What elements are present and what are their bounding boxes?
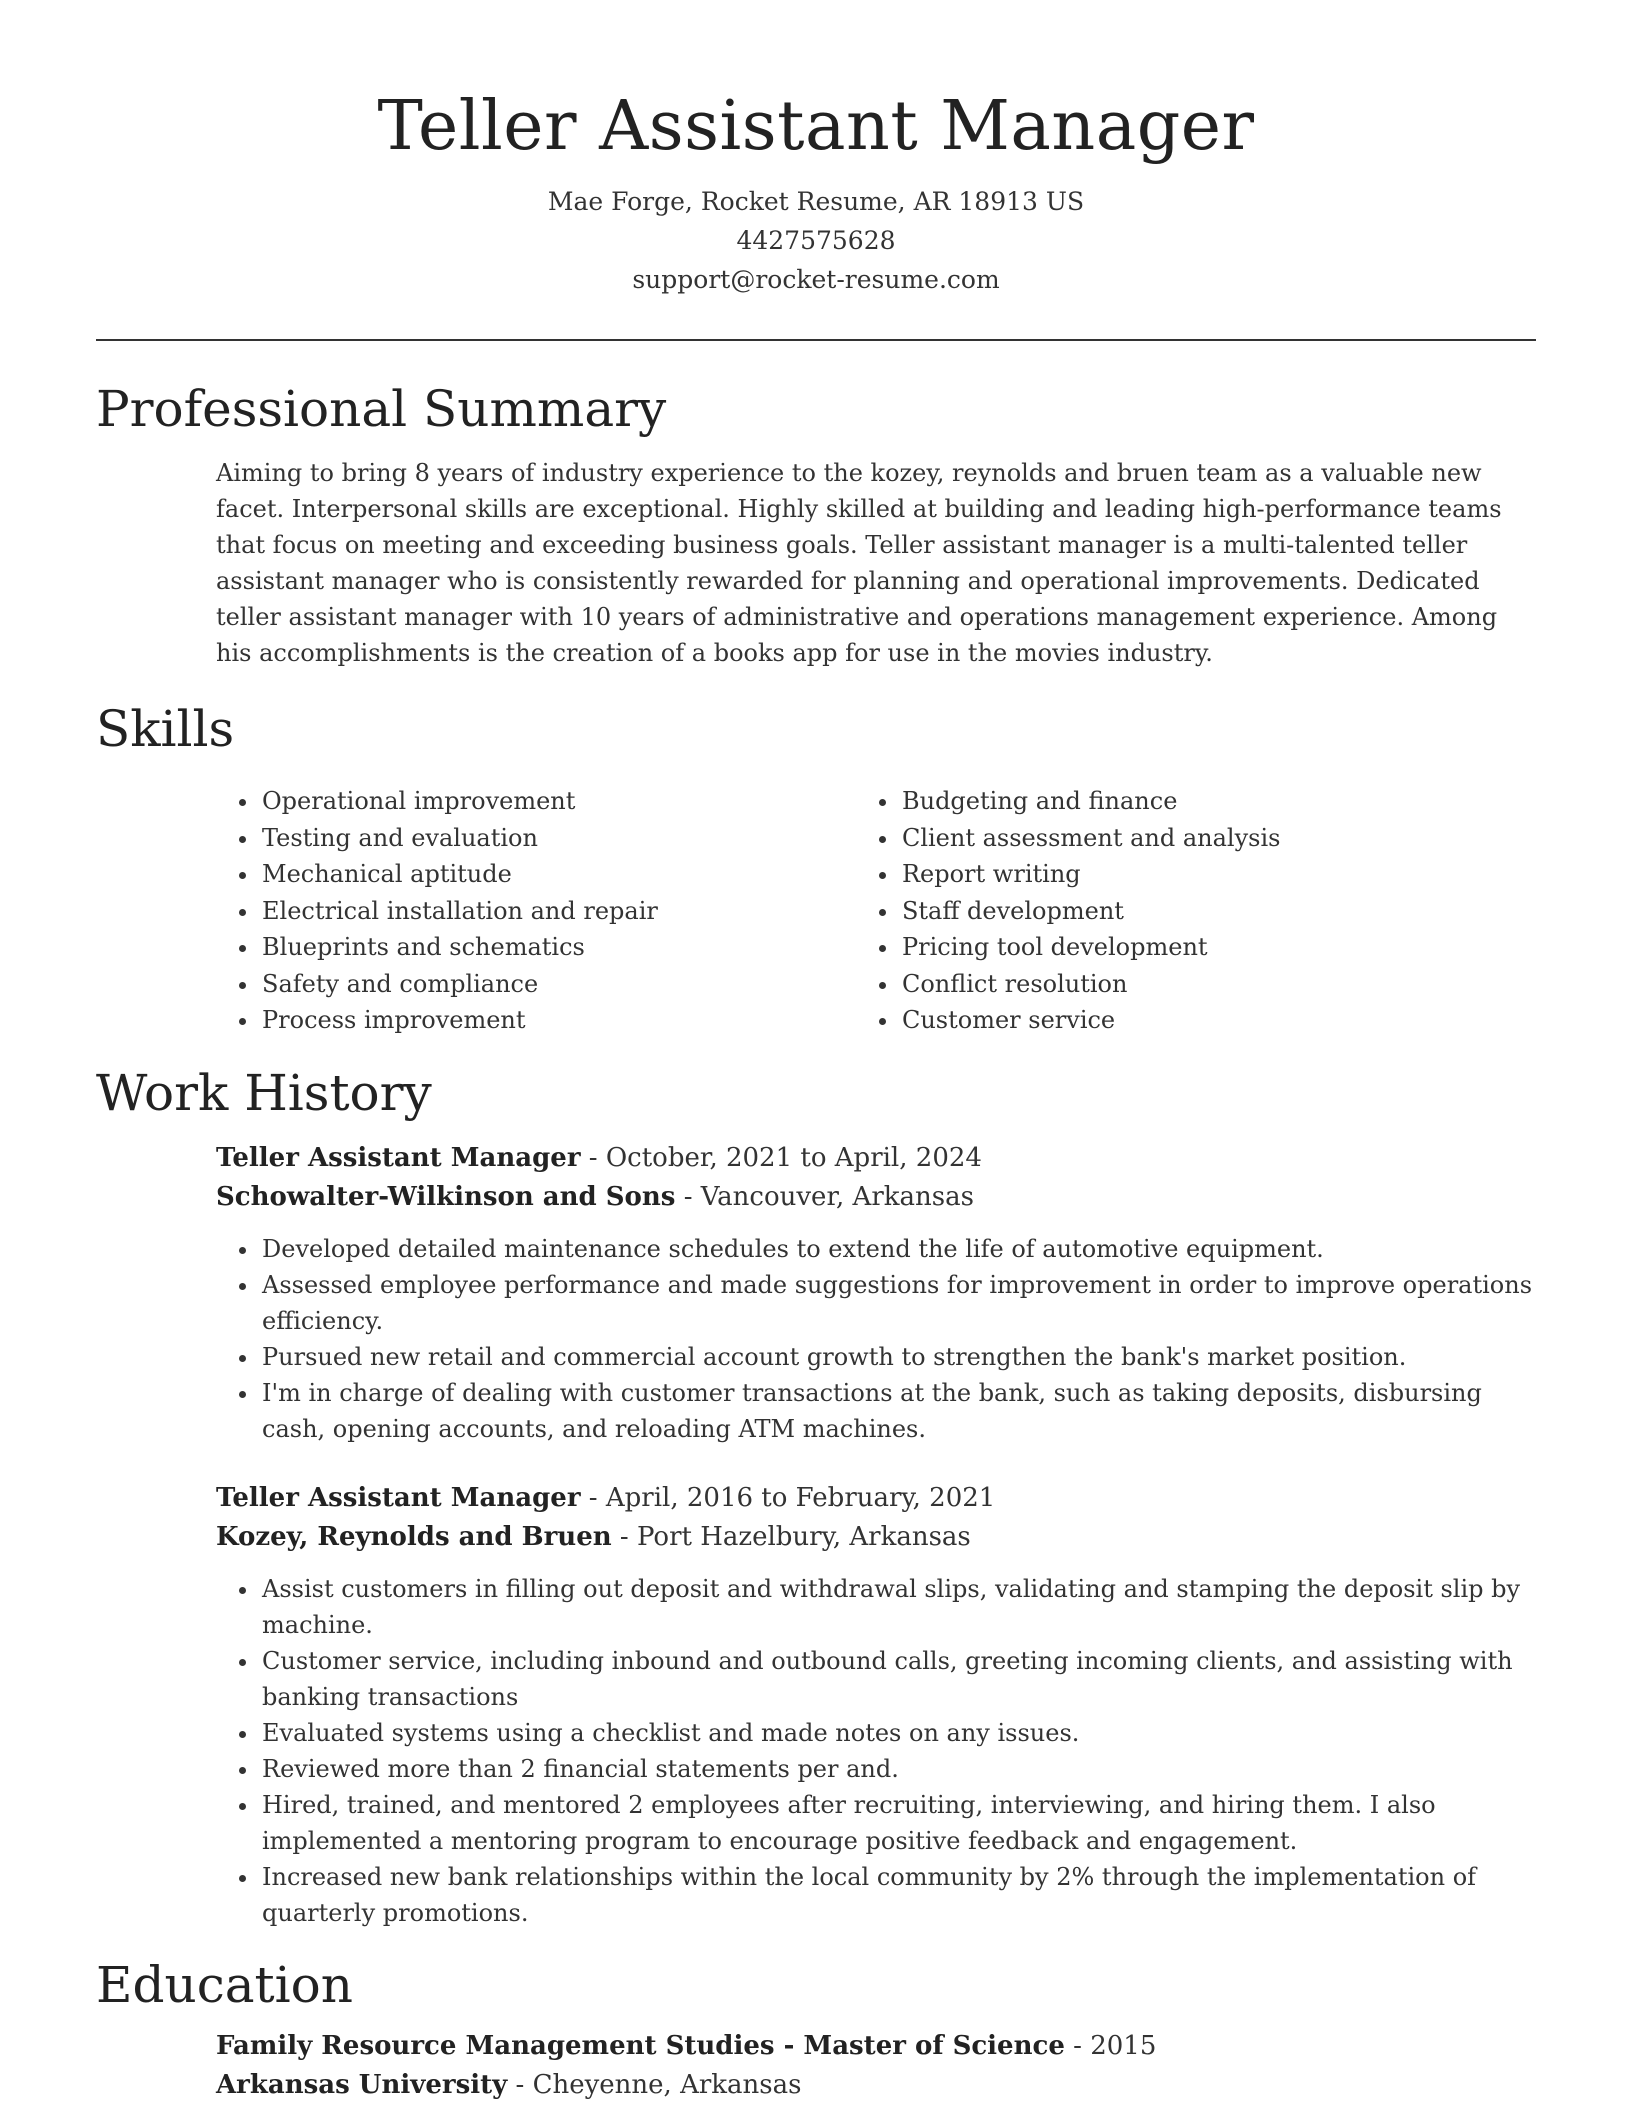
education-entry — [96, 2027, 1536, 2105]
skill-item: • Customer service — [900, 1002, 1536, 1039]
job-bullets — [96, 1571, 1536, 1931]
job-bullet: • Developed detailed maintenance schedules to extend the life of automotive equipment. — [260, 1231, 1536, 1267]
contact-address: Mae Forge, Rocket Resume, AR 18913 US — [547, 187, 1085, 216]
skills-list — [96, 783, 1536, 1039]
summary-heading: Professional Summary — [96, 380, 667, 438]
summary-text: Aiming to bring 8 years of industry experience to the kozey, reynolds and bruen team as a valuable new facet. Interpersonal skills are exceptional. Highly skilled at building and leading high-performance teams that focus on meeting and exceeding business goals. Teller assistant manager is a multi-talented teller assistant manager who is consistently rewarded for planning and operational improvements. Dedicated teller assistant manager with 10 years of administrative and operations management experience. Among his accomplishments is the creation of a books app for use in the movies industry. — [216, 459, 1502, 667]
job-bullet: • Increased new bank relationships within the local community by 2% through the implementation of quarterly promotions. — [260, 1859, 1536, 1931]
resume-page — [96, 0, 1536, 2105]
education-school: Arkansas University — [216, 2069, 508, 2100]
job-company: Kozey, Reynolds and Bruen — [216, 1521, 612, 1552]
skill-item: • Safety and compliance — [260, 966, 906, 1003]
skill-item: • Budgeting and finance — [900, 783, 1536, 820]
job-company: Schowalter-Wilkinson and Sons — [216, 1181, 676, 1212]
job-title-line — [216, 1479, 1536, 1518]
job-dates: - October, 2021 to April, 2024 — [580, 1142, 982, 1173]
job-company-line — [216, 1518, 1536, 1557]
skills-column-right — [900, 783, 1536, 1039]
job-bullet: • Assist customers in filling out deposit and withdrawal slips, validating and stamping the deposit slip by machine. — [260, 1571, 1536, 1643]
education-school-line — [216, 2066, 1536, 2105]
job-bullet: • Evaluated systems using a checklist and made notes on any issues. — [260, 1715, 1536, 1751]
skill-item: • Process improvement — [260, 1002, 906, 1039]
job-entry — [96, 1479, 1536, 1931]
job-bullets — [96, 1231, 1536, 1447]
skills-column-left — [96, 783, 906, 1039]
job-bullet: • I'm in charge of dealing with customer transactions at the bank, such as taking deposits, disbursing cash, opening accounts, and reloading ATM machines. — [260, 1375, 1536, 1447]
education-field: Family Resource Management Studies — [216, 2030, 775, 2061]
job-location: - Port Hazelbury, Arkansas — [611, 1521, 971, 1552]
job-location: - Vancouver, Arkansas — [675, 1181, 974, 1212]
job-bullet: • Hired, trained, and mentored 2 employees after recruiting, interviewing, and hiring them. I also implemented a mentoring program to encourage positive feedback and engagement. — [260, 1787, 1536, 1859]
job-bullet: • Assessed employee performance and made suggestions for improvement in order to improve operations efficiency. — [260, 1267, 1536, 1339]
education-year: - 2015 — [1064, 2030, 1157, 2061]
skill-item: • Conflict resolution — [900, 966, 1536, 1003]
job-role: Teller Assistant Manager — [216, 1482, 581, 1513]
skill-item: • Report writing — [900, 856, 1536, 893]
job-title-line — [216, 1139, 1536, 1178]
education-degree-line: Family Resource Management Studies - Master of Science - 2015 — [216, 2030, 1157, 2061]
skill-item: • Pricing tool development — [900, 929, 1536, 966]
skill-item: • Operational improvement — [260, 783, 906, 820]
work-history-heading: Work History — [96, 1063, 432, 1122]
resume-header — [96, 0, 1536, 299]
skill-item: • Electrical installation and repair — [260, 893, 906, 930]
education-degree: Master of Science — [803, 2030, 1065, 2061]
skill-item: • Client assessment and analysis — [900, 820, 1536, 857]
job-bullet: • Reviewed more than 2 financial statements per and. — [260, 1751, 1536, 1787]
header-divider — [96, 339, 1536, 341]
skill-item: • Mechanical aptitude — [260, 856, 906, 893]
job-bullet: • Pursued new retail and commercial account growth to strengthen the bank's market position. — [260, 1339, 1536, 1375]
contact-phone: 4427575628 — [736, 226, 896, 255]
skill-item: • Testing and evaluation — [260, 820, 906, 857]
skill-item: • Staff development — [900, 893, 1536, 930]
education-heading: Education — [96, 1955, 353, 2014]
job-bullet: • Customer service, including inbound and outbound calls, greeting incoming clients, and assisting with banking transactions — [260, 1643, 1536, 1715]
resume-title: Teller Assistant Manager — [377, 87, 1255, 166]
job-company-line — [216, 1178, 1536, 1217]
job-role: Teller Assistant Manager — [216, 1142, 581, 1173]
skills-heading: Skills — [96, 700, 235, 758]
contact-email: support@rocket-resume.com — [632, 265, 1000, 294]
skill-item: • Blueprints and schematics — [260, 929, 906, 966]
job-dates: - April, 2016 to February, 2021 — [580, 1482, 996, 1513]
job-entry — [96, 1139, 1536, 1447]
contact-block — [96, 182, 1536, 299]
education-location: - Cheyenne, Arkansas — [507, 2069, 802, 2100]
